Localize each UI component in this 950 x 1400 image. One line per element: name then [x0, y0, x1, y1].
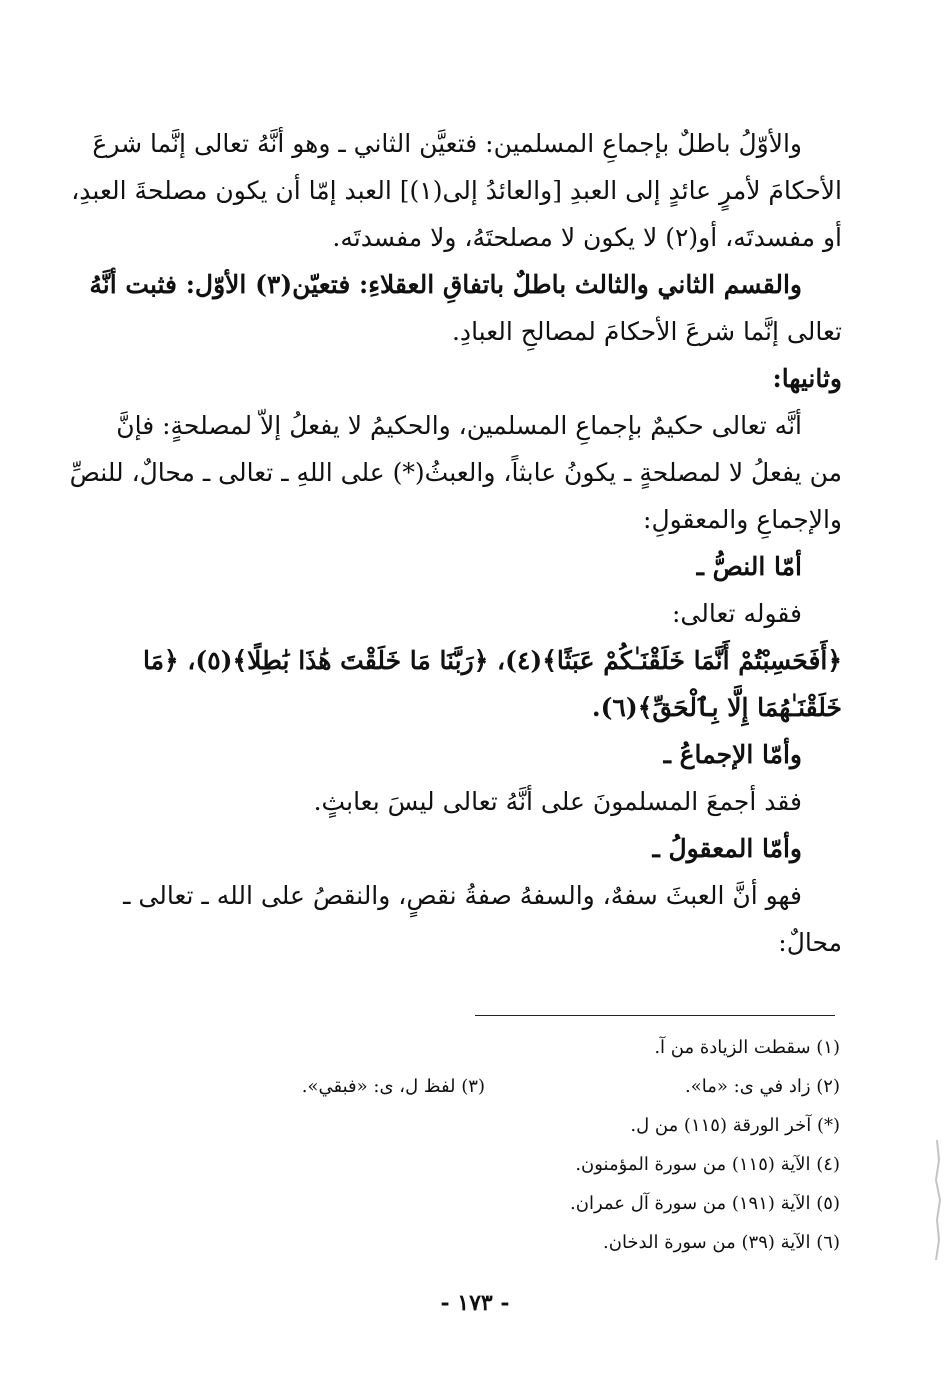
- section-heading: وثانيها:: [772, 364, 842, 393]
- subheading-reason: وأمّا المعقولُ ـ: [652, 834, 802, 863]
- subheading-consensus: وأمّا الإجماعُ ـ: [663, 740, 802, 769]
- footnote-row: [150, 1067, 840, 1106]
- paragraph-line: محالٌ:: [778, 928, 842, 957]
- footnotes: [150, 1028, 840, 1262]
- quran-verse-line: ﴿أَفَحَسِبْتُمْ أَنَّمَا خَلَقْنَـٰكُمْ عَبَثًا﴾(٤)، ﴿رَبَّنَا مَا خَلَقْتَ هَٰذَا بَٰطِلًا﴾(٥)، ﴿مَا: [142, 646, 842, 675]
- paragraph-line: والإجماعِ والمعقولِ:: [643, 505, 842, 534]
- footnote-row: [150, 1028, 840, 1067]
- scan-edge-mark: [930, 1140, 944, 1260]
- footnote-5: (٥) الآية (١٩١) من سورة آل عمران.: [570, 1193, 840, 1214]
- footnote-row: [150, 1223, 840, 1262]
- paragraph-line: من يفعلُ لا لمصلحةٍ ـ يكونُ عابثاً، والعبثُ(*) على اللهِ ـ تعالى ـ محالٌ، للنصِّ: [69, 458, 842, 487]
- paragraph-line: فقوله تعالى:: [672, 599, 802, 628]
- paragraph-line: تعالى إنَّما شرعَ الأحكامَ لمصالحِ العبادِ.: [451, 317, 842, 346]
- paragraph-line: أو مفسدتَه، أو(٢) لا يكون لا مصلحتَهُ، ولا مفسدتَه.: [332, 223, 842, 252]
- paragraph-line: فقد أجمعَ المسلمونَ على أنَّهُ تعالى ليسَ بعابثٍ.: [313, 787, 802, 816]
- paragraph-line: والأوّلُ باطلٌ بإجماعِ المسلمين: فتعيَّن الثاني ـ وهو أنَّهُ تعالى إنَّما شرعَ: [92, 129, 802, 158]
- paragraph-line: أنَّه تعالى حكيمٌ بإجماعِ المسلمين، والحكيمُ لا يفعلُ إلاّ لمصلحةٍ: فإنَّ: [116, 411, 802, 440]
- footnote-star: (*) آخر الورقة (١١٥) من ل.: [630, 1115, 840, 1136]
- paragraph-line: الأحكامَ لأمرٍ عائدٍ إلى العبدِ [والعائدُ إلى(١)] العبد إمّا أن يكون مصلحةَ العبدِ،: [71, 176, 842, 205]
- paragraph-line: والقسم الثاني والثالث باطلٌ باتفاقِ العقلاءِ: فتعيّن(٣) الأوّل: فثبت أنَّهُ: [89, 270, 802, 299]
- footnote-4: (٤) الآية (١١٥) من سورة المؤمنون.: [575, 1154, 840, 1175]
- footnote-6: (٦) الآية (٣٩) من سورة الدخان.: [603, 1232, 840, 1253]
- footnote-row: [150, 1106, 840, 1145]
- subheading-text: أمّا النصُّ ـ: [696, 552, 802, 581]
- footnote-3: (٣) لفظ ل، ى: «فبقي».: [301, 1076, 485, 1097]
- footnote-row: [150, 1145, 840, 1184]
- footnote-row: [150, 1184, 840, 1223]
- footnote-1: (١) سقطت الزيادة من آ.: [654, 1037, 840, 1058]
- footnote-divider: [475, 1015, 835, 1016]
- page-number: - ١٧٣ -: [440, 1290, 510, 1316]
- main-text: [69, 120, 842, 966]
- paragraph-line: فهو أنَّ العبثَ سفهٌ، والسفهُ صفةُ نقصٍ، والنقصُ على الله ـ تعالى ـ: [123, 881, 802, 910]
- footnote-2: (٢) زاد في ى: «ما».: [685, 1076, 840, 1097]
- quran-verse-line: خَلَقْنَـٰهُمَا إِلَّا بِٱلْحَقِّ﴾(٦).: [591, 693, 842, 722]
